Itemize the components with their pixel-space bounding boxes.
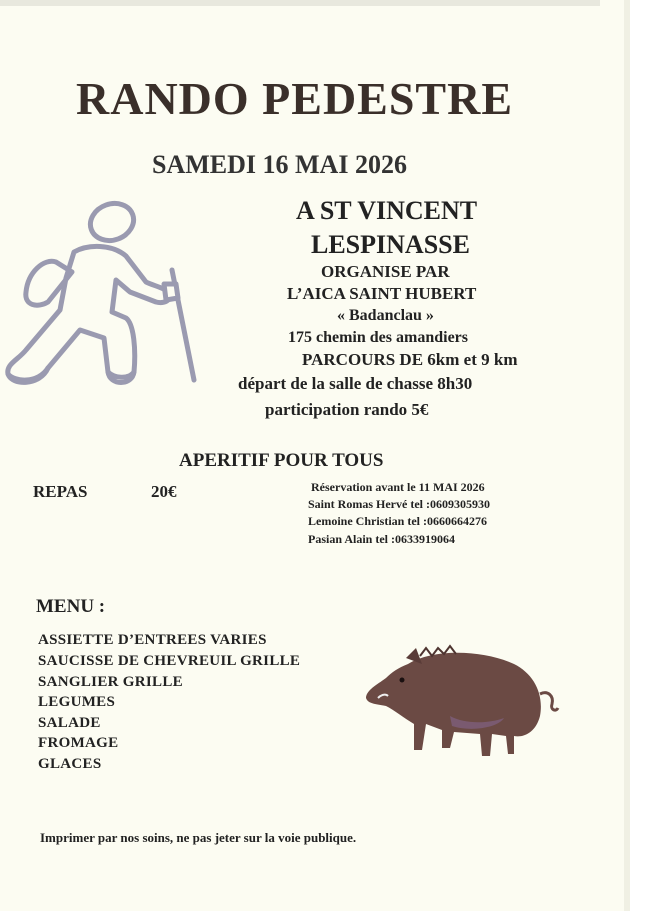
location-line-1: A ST VINCENT (296, 196, 478, 225)
contact-line: Pasian Alain tel :0633919064 (308, 532, 456, 546)
menu-item: SANGLIER GRILLE (38, 674, 183, 690)
participation-fee: participation rando 5€ (265, 400, 429, 419)
menu-title: MENU : (36, 596, 106, 617)
event-date: SAMEDI 16 MAI 2026 (152, 150, 407, 179)
menu-item: FROMAGE (38, 735, 119, 751)
scan-edge-top (0, 0, 600, 6)
meal-price: 20€ (151, 482, 177, 501)
organizer-nickname: « Badanclau » (337, 307, 434, 324)
address: 175 chemin des amandiers (288, 329, 468, 346)
boar-image (364, 644, 560, 768)
menu-item: GLACES (38, 756, 102, 772)
menu-item: SAUCISSE DE CHEVREUIL GRILLE (38, 653, 301, 669)
reservation-deadline: Réservation avant le 11 MAI 2026 (311, 480, 485, 494)
aperitif-notice: APERITIF POUR TOUS (179, 450, 384, 471)
contact-line: Saint Romas Hervé tel :0609305930 (308, 497, 490, 511)
scan-edge-right (624, 0, 630, 911)
menu-item: ASSIETTE D’ENTREES VARIES (38, 632, 267, 648)
contact-line: Lemoine Christian tel :0660664276 (308, 514, 487, 528)
flyer-title: RANDO PEDESTRE (76, 73, 514, 124)
departure-info: départ de la salle de chasse 8h30 (238, 374, 473, 393)
menu-item: SALADE (38, 715, 101, 731)
footer-notice: Imprimer par nos soins, ne pas jeter sur la voie publique. (40, 830, 357, 845)
meal-label: REPAS (33, 482, 88, 501)
organizer-intro: ORGANISE PAR (321, 262, 450, 281)
menu-item: LEGUMES (38, 694, 116, 710)
organizer-name: L’AICA SAINT HUBERT (287, 284, 477, 303)
hiker-icon (4, 200, 204, 400)
location-line-2: LESPINASSE (311, 230, 470, 259)
route-lengths: PARCOURS DE 6km et 9 km (302, 350, 518, 369)
